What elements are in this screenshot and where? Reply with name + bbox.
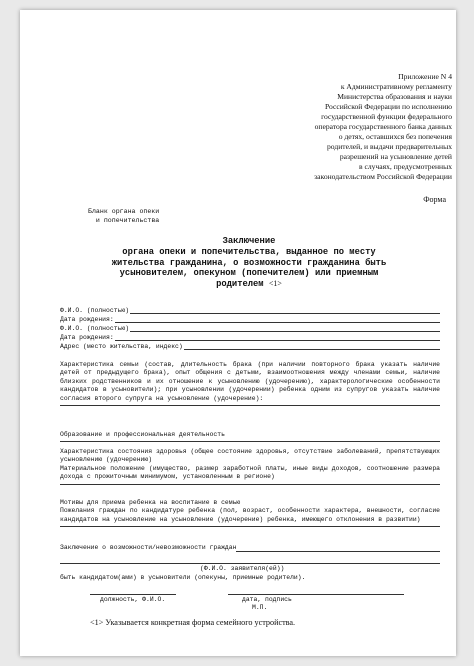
appendix-line: к Административному регламенту <box>340 82 452 92</box>
applicant-fields <box>60 306 440 351</box>
official-signature-line[interactable] <box>228 594 404 595</box>
field-label: Дата рождения: <box>60 316 114 323</box>
authority-blank-label <box>88 207 159 225</box>
title-line: жительства гражданина, о возможности гражданина быть <box>111 257 387 268</box>
fio-field-2[interactable] <box>60 324 440 333</box>
appendix-line: законодательством Российской Федерации <box>314 172 452 182</box>
family-section[interactable] <box>60 361 440 406</box>
appendix-line: о детях, оставшихся без попечения <box>338 132 452 142</box>
position-caption: должность, Ф.И.О. <box>100 596 166 603</box>
appendix-line: Приложение N 4 <box>398 72 452 81</box>
field-label: Ф.И.О. (полностью) <box>60 307 130 314</box>
health-text: Характеристика состояния здоровья (общее состояние здоровья, отсутствие заболеваний, препятствующих усыновлению (удочерению) <box>60 448 440 464</box>
appendix-line: государственной функции федерального <box>321 112 452 122</box>
footnote: <1> Указывается конкретная форма семейного устройства. <box>90 618 296 627</box>
stamp-place-label: М.П. <box>252 604 268 611</box>
title-line: Заключение <box>222 236 276 246</box>
official-position-line[interactable] <box>90 594 176 595</box>
conclusion-line[interactable] <box>236 551 440 552</box>
motives-section[interactable] <box>60 499 440 527</box>
appendix-line: оператора государственного банка данных <box>314 122 452 132</box>
fio-field-1[interactable] <box>60 306 440 315</box>
document-title <box>64 236 434 290</box>
date-signature-caption: дата, подпись <box>242 596 292 603</box>
education-section[interactable] <box>60 431 440 442</box>
title-line: органа опеки и попечительства, выданное по месту <box>122 246 376 257</box>
health-section[interactable] <box>60 448 440 485</box>
document-page <box>20 10 456 656</box>
field-label: Ф.И.О. (полностью) <box>60 325 130 332</box>
applicant-name-line[interactable] <box>60 563 440 564</box>
title-line: усыновителем, опекуном (попечителем) или приемным <box>119 268 379 279</box>
motives-text: Мотивы для приема ребенка на воспитание в семью <box>60 499 241 506</box>
wishes-text: Пожелания граждан по кандидатуре ребенка (пол, возраст, особенности характера, внешности, согласие кандидатов на усыновление на усыновление (удочерение) ребенка, имеющего отклонения в развитии) <box>60 507 440 523</box>
birthdate-field-2[interactable] <box>60 333 440 342</box>
appendix-line: родителей, и выдачи предварительных <box>327 142 452 152</box>
blank-line-1: Бланк органа опеки <box>88 208 160 215</box>
field-label: Дата рождения: <box>60 334 114 341</box>
fio-caption: (Ф.И.О. заявителя(ей)) <box>200 565 285 572</box>
address-field[interactable] <box>60 342 440 351</box>
appendix-line: Министерства образования и науки <box>337 92 452 102</box>
birthdate-field-1[interactable] <box>60 315 440 324</box>
title-last-word: родителем <box>216 279 264 290</box>
education-text: Образование и профессиональная деятельность <box>60 431 225 438</box>
family-text: Характеристика семьи (состав, длительность брака (при наличии повторного брака указать наличие детей от предыдущего брака), опыт общения с детьми, взаимоотношения между членами семьи, наличие близких родственников и их отношение к усыновлению (удочерению), характерологические особенности кандидатов в усыновители); при усыновлении (удочерении) ребенка одним из супругов указать наличие согласия второго супруга на усыновление (удочерение): <box>60 361 440 402</box>
appendix-line: в случаях, предусмотренных <box>359 162 452 172</box>
appendix-header <box>256 72 452 183</box>
conclusion-text: Заключение о возможности/невозможности граждан <box>60 544 237 551</box>
title-line <box>64 279 434 290</box>
be-candidates-text: быть кандидатом(ами) в усыновители (опекуны, приемные родители). <box>60 574 306 581</box>
blank-line-2: и попечительства <box>95 217 160 224</box>
footnote-ref: <1> <box>268 279 282 289</box>
field-label: Адрес (место жительства, индекс) <box>60 343 183 350</box>
appendix-line: Российской Федерации по исполнению <box>324 102 452 112</box>
appendix-line: разрешений на усыновление детей <box>339 152 452 162</box>
material-text: Материальное положение (имущество, размер заработной платы, иные виды доходов, соотношение размера дохода с прожиточным минимумом, установленным в регионе) <box>60 464 440 481</box>
form-label: Форма <box>423 195 446 204</box>
